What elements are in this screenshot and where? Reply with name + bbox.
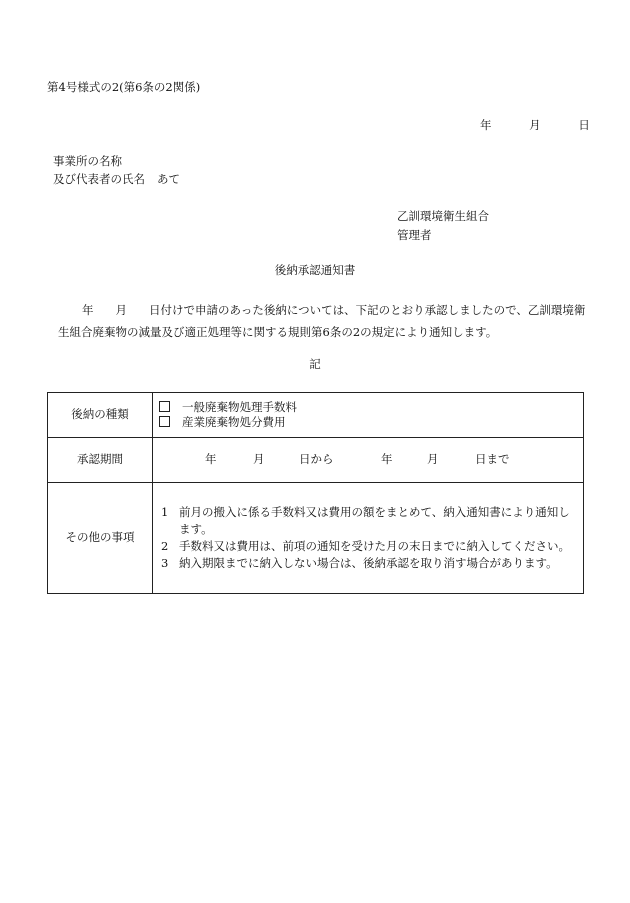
date-line bbox=[480, 117, 590, 134]
note-item bbox=[161, 555, 577, 572]
body-month: 月 bbox=[115, 303, 127, 317]
period-from-year: 年 bbox=[205, 452, 217, 466]
type-option-label: 一般廃棄物処理手数料 bbox=[182, 400, 297, 414]
checkbox-icon[interactable] bbox=[159, 416, 170, 427]
note-number: 3 bbox=[161, 556, 169, 570]
body-paragraph bbox=[58, 299, 586, 343]
checkbox-icon[interactable] bbox=[159, 401, 170, 412]
date-day: 日 bbox=[578, 118, 590, 132]
form-number: 第4号様式の2(第6条の2関係) bbox=[47, 80, 201, 94]
table-row-type bbox=[48, 393, 584, 438]
type-option-industrial[interactable] bbox=[153, 415, 583, 430]
type-option-label: 産業廃棄物処分費用 bbox=[182, 415, 286, 429]
issuer-block bbox=[397, 207, 489, 245]
table-row-period bbox=[48, 438, 584, 483]
period-cell bbox=[153, 438, 584, 483]
issuer-title: 管理者 bbox=[397, 228, 432, 242]
period-to-year: 年 bbox=[381, 452, 393, 466]
note-text: 手数料又は費用は、前項の通知を受けた月の末日までに納入してください。 bbox=[179, 539, 570, 553]
table-row-other bbox=[48, 483, 584, 594]
period-from-month: 月 bbox=[253, 452, 265, 466]
body-year: 年 bbox=[82, 303, 94, 317]
date-month: 月 bbox=[529, 118, 541, 132]
addressee-block bbox=[53, 152, 180, 188]
addressee-name-line: 事業所の名称 bbox=[53, 154, 122, 168]
body-text: 日付けで申請のあった後納については、下記のとおり承認しましたので、乙訓環境衛生組合廃棄物の減量及び適正処理等に関する規則第6条の2の規定により通知します。 bbox=[58, 303, 586, 339]
other-label: その他の事項 bbox=[48, 483, 153, 594]
note-item bbox=[161, 538, 577, 555]
date-year: 年 bbox=[480, 118, 492, 132]
note-number: 1 bbox=[161, 505, 169, 519]
period-from-day: 日から bbox=[299, 452, 334, 466]
note-text: 前月の搬入に係る手数料又は費用の額をまとめて、納入通知書により通知します。 bbox=[179, 505, 570, 536]
note-item bbox=[161, 504, 577, 538]
addressee-rep-line bbox=[53, 170, 180, 188]
issuer-organization: 乙訓環境衛生組合 bbox=[397, 209, 489, 223]
period-to-day: 日まで bbox=[475, 452, 510, 466]
ki-heading: 記 bbox=[309, 357, 321, 371]
note-text: 納入期限までに納入しない場合は、後納承認を取り消す場合があります。 bbox=[179, 556, 558, 570]
document-title: 後納承認通知書 bbox=[274, 263, 356, 277]
other-notes bbox=[153, 483, 584, 594]
addressee-rep-label: 及び代表者の氏名 bbox=[53, 172, 145, 186]
type-options bbox=[153, 393, 584, 438]
info-table bbox=[47, 392, 584, 594]
type-label: 後納の種類 bbox=[48, 393, 153, 438]
note-number: 2 bbox=[161, 539, 169, 553]
period-to-month: 月 bbox=[427, 452, 439, 466]
type-option-general[interactable] bbox=[153, 400, 583, 415]
addressee-suffix: あて bbox=[157, 172, 180, 186]
period-label: 承認期間 bbox=[48, 438, 153, 483]
